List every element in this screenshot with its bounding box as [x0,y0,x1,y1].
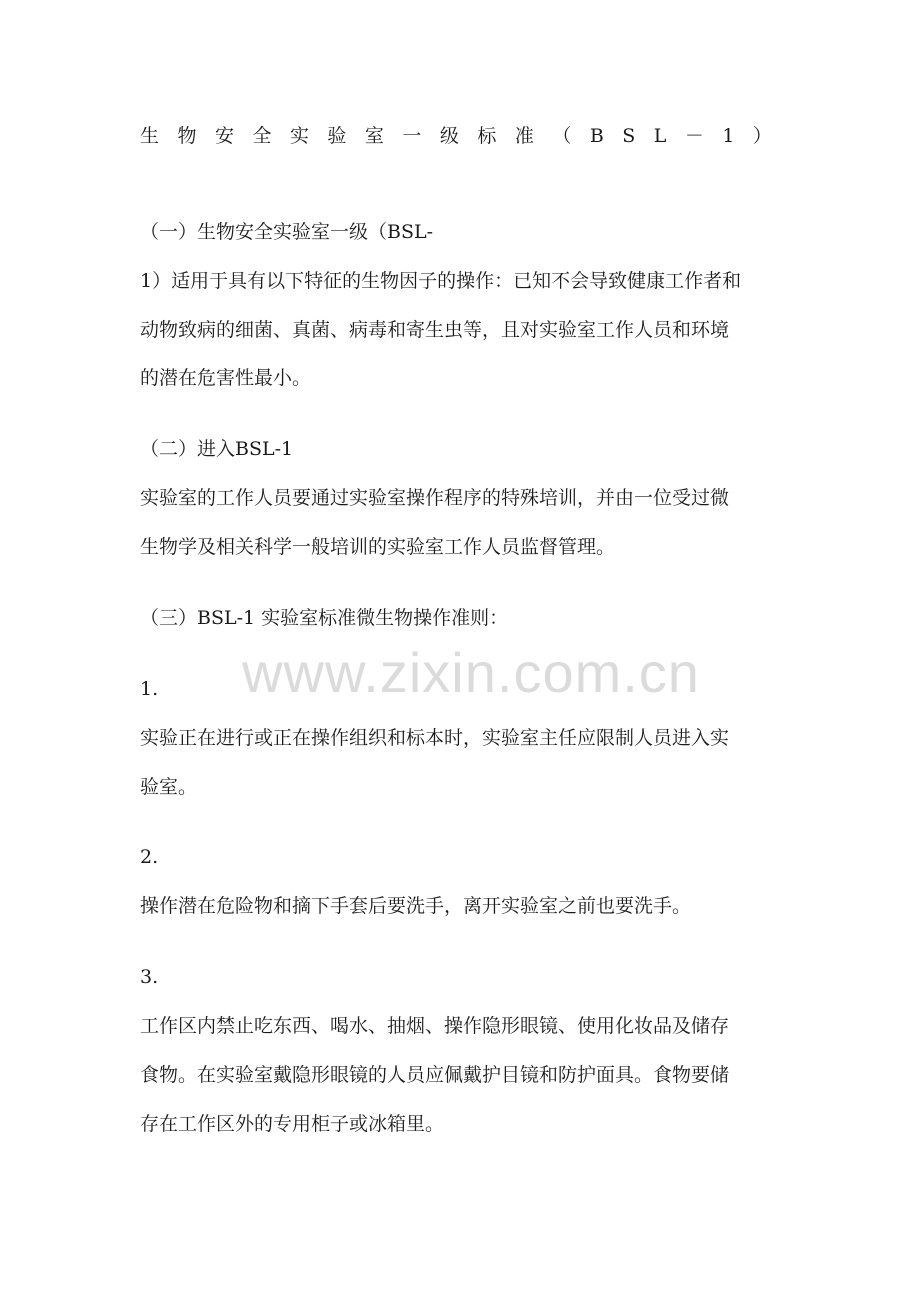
title-char: 室 [364,125,384,147]
title-char: 实 [289,125,309,147]
paragraph-line: 实验室的工作人员要通过实验室操作程序的特殊培训，并由一位受过微 [140,487,730,509]
paragraph-line: （三）BSL-1 实验室标准微生物操作准则： [140,607,509,629]
paragraph-line: 3. [140,966,159,988]
title-char: L [653,125,667,147]
paragraph-line: 实验正在进行或正在操作组织和标本时，实验室主任应限制人员进入实 [140,727,730,749]
title-char: 一 [402,125,422,147]
title-char: 1 [722,125,735,147]
watermark: www.zixin.com.cn [242,641,700,704]
paragraph-line: 1）适用于具有以下特征的生物因子的操作：已知不会导致健康工作者和 [140,270,742,292]
title-char: B [589,125,604,147]
title-char: 级 [439,125,459,147]
paragraph-line: 动物致病的细菌、真菌、病毒和寄生虫等，且对实验室工作人员和环境 [140,319,730,341]
paragraph-line: （二）进入BSL-1 [140,438,294,460]
paragraph-line: 操作潜在危险物和摘下手套后要洗手，离开实验室之前也要洗手。 [140,895,692,917]
paragraph-line: 的潜在危害性最小。 [140,367,312,389]
paragraph-line: 1. [140,678,159,700]
title-char: 标 [477,125,497,147]
paragraph-line: 2. [140,846,159,868]
title-char: （ [552,125,572,147]
paragraph-line: 工作区内禁止吃东西、喝水、抽烟、操作隐形眼镜、使用化妆品及储存 [140,1015,730,1037]
title-char: 准 [514,125,534,147]
paragraph-line: 生物学及相关科学一般培训的实验室工作人员监督管理。 [140,536,616,558]
title-char: － [684,125,704,147]
paragraph-line: 食物。在实验室戴隐形眼镜的人员应佩戴护目镜和防护面具。食物要储 [140,1064,730,1086]
document-title [140,124,772,148]
paragraph-line: （一）生物安全实验室一级（BSL- [140,221,434,243]
paragraph-line: 存在工作区外的专用柜子或冰箱里。 [140,1113,445,1135]
title-char: S [622,125,636,147]
title-char: 安 [214,125,234,147]
paragraph-line: 验室。 [140,776,198,798]
title-char: 生 [140,125,160,147]
title-char: ） [752,125,772,147]
title-char: 物 [177,125,197,147]
title-char: 验 [327,125,347,147]
title-char: 全 [252,125,272,147]
